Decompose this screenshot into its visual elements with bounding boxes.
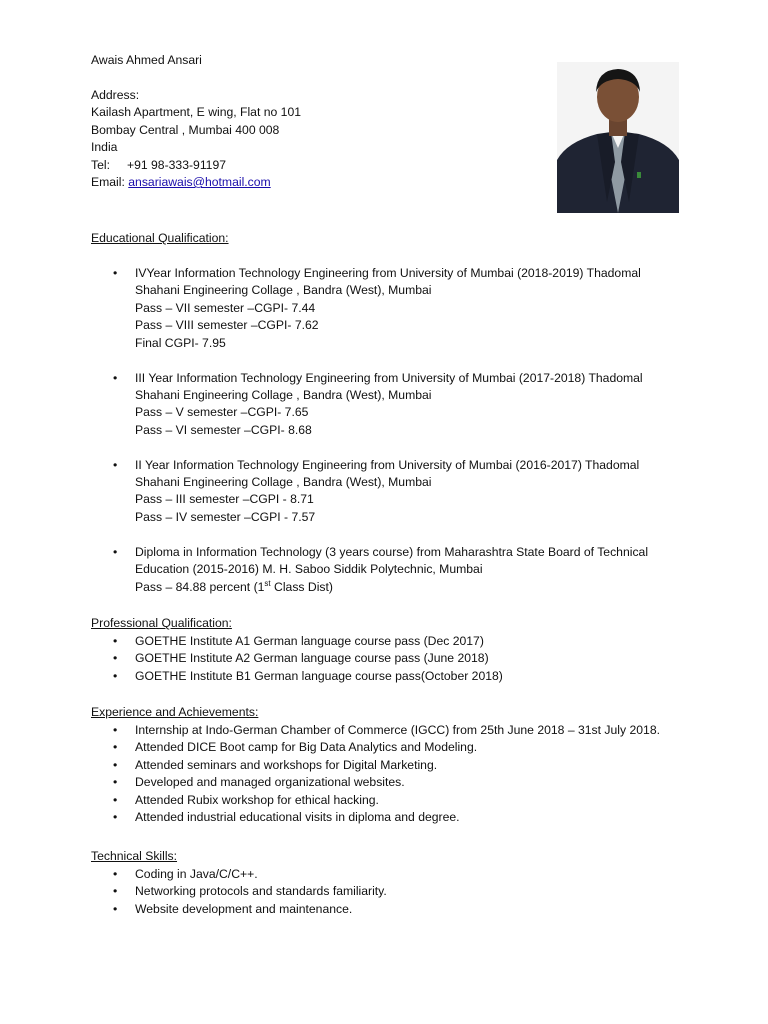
bullet-icon: • <box>113 740 118 755</box>
skill-item-text: Coding in Java/C/C++. <box>135 867 258 881</box>
education-line: Shahani Engineering Collage , Bandra (West), Mumbai <box>135 475 432 490</box>
education-list <box>91 265 691 614</box>
bullet-icon: • <box>113 867 118 881</box>
bullet-icon: • <box>113 792 118 807</box>
education-item <box>91 265 691 352</box>
list-item <box>91 633 691 650</box>
professional-heading: Professional Qualification: <box>91 616 232 630</box>
education-line: Pass – VII semester –CGPI- 7.44 <box>135 300 316 315</box>
education-line: II Year Information Technology Engineering from University of Mumbai (2016-2017) Thadomal <box>135 457 640 472</box>
bullet-icon: • <box>113 757 118 772</box>
bullet-icon: • <box>113 775 118 790</box>
skill-item-text: Website development and maintenance. <box>135 901 353 916</box>
list-item <box>91 792 691 809</box>
bullet-icon: • <box>113 266 118 280</box>
professional-item-text: GOETHE Institute A1 German language course pass (Dec 2017) <box>135 634 484 648</box>
list-item <box>91 809 691 826</box>
education-item <box>91 370 691 440</box>
diploma-pass-class: Class Dist) <box>270 579 333 594</box>
address-line-3: India <box>91 140 118 155</box>
education-line: Pass – III semester –CGPI - 8.71 <box>135 492 314 507</box>
address-line-2: Bombay Central , Mumbai 400 008 <box>91 122 280 137</box>
experience-item-text: Attended Rubix workshop for ethical hacking. <box>135 792 379 807</box>
experience-item-text: Attended industrial educational visits in diploma and degree. <box>135 810 460 825</box>
professional-item-text: GOETHE Institute A2 German language course pass (June 2018) <box>135 651 489 666</box>
list-item <box>91 722 691 739</box>
list-item <box>91 774 691 791</box>
experience-heading: Experience and Achievements: <box>91 705 259 719</box>
education-line: Pass – IV semester –CGPI - 7.57 <box>135 509 316 524</box>
bullet-icon: • <box>113 544 118 559</box>
list-item <box>91 901 691 918</box>
skill-item-text: Networking protocols and standards familiarity. <box>135 884 387 899</box>
diploma-pass-text: Pass – 84.88 percent (1 <box>135 579 265 594</box>
list-item <box>91 668 691 685</box>
education-line: Pass – V semester –CGPI- 7.65 <box>135 405 309 420</box>
list-item <box>91 757 691 774</box>
tel-label: Tel: <box>91 157 110 172</box>
list-item <box>91 883 691 900</box>
email-row <box>91 174 301 191</box>
education-line: Pass – VI semester –CGPI- 8.68 <box>135 422 312 437</box>
education-line: Education (2015-2016) M. H. Saboo Siddik Polytechnic, Mumbai <box>135 562 483 577</box>
bullet-icon: • <box>113 634 118 648</box>
skills-list <box>91 866 691 918</box>
bullet-icon: • <box>113 723 118 737</box>
education-line: III Year Information Technology Engineering from University of Mumbai (2017-2018) Thadomal <box>135 370 643 385</box>
bullet-icon: • <box>113 651 118 666</box>
bullet-icon: • <box>113 668 118 683</box>
professional-item-text: GOETHE Institute B1 German language course pass(October 2018) <box>135 668 503 683</box>
ordinal-suffix: st <box>264 578 271 588</box>
list-item <box>91 650 691 667</box>
education-line: IVYear Information Technology Engineering from University of Mumbai (2018-2019) Thadomal <box>135 266 641 280</box>
profile-photo <box>557 62 679 213</box>
email-label: Email: <box>91 175 125 190</box>
address-line-1: Kailash Apartment, E wing, Flat no 101 <box>91 105 302 120</box>
address-label: Address: <box>91 88 140 102</box>
education-heading: Educational Qualification: <box>91 231 229 245</box>
bullet-icon: • <box>113 884 118 899</box>
bullet-icon: • <box>113 901 118 916</box>
professional-list <box>91 633 691 685</box>
education-line: Shahani Engineering Collage , Bandra (West), Mumbai <box>135 387 432 402</box>
education-item <box>91 544 691 596</box>
education-item <box>91 457 691 527</box>
experience-item-text: Attended seminars and workshops for Digital Marketing. <box>135 757 438 772</box>
list-item <box>91 866 691 883</box>
experience-item-text: Attended DICE Boot camp for Big Data Analytics and Modeling. <box>135 740 478 755</box>
education-line <box>135 579 691 596</box>
skills-heading: Technical Skills: <box>91 849 178 863</box>
education-line: Pass – VIII semester –CGPI- 7.62 <box>135 318 319 333</box>
education-line: Final CGPI- 7.95 <box>135 335 226 350</box>
person-portrait-icon <box>557 62 679 213</box>
bullet-icon: • <box>113 810 118 825</box>
candidate-name: Awais Ahmed Ansari <box>91 53 202 67</box>
education-line: Diploma in Information Technology (3 years course) from Maharashtra State Board of Technical <box>135 544 649 559</box>
experience-list <box>91 722 691 826</box>
experience-item-text: Developed and managed organizational websites. <box>135 775 405 790</box>
education-line: Shahani Engineering Collage , Bandra (West), Mumbai <box>135 283 432 298</box>
tel-row <box>91 157 301 174</box>
bullet-icon: • <box>113 370 118 385</box>
contact-block <box>91 87 301 191</box>
bullet-icon: • <box>113 457 118 472</box>
email-link[interactable]: ansariawais@hotmail.com <box>128 175 271 190</box>
list-item <box>91 739 691 756</box>
experience-item-text: Internship at Indo-German Chamber of Commerce (IGCC) from 25th June 2018 – 31st July 2018. <box>135 723 660 737</box>
tel-value: +91 98-333-91197 <box>126 157 227 172</box>
